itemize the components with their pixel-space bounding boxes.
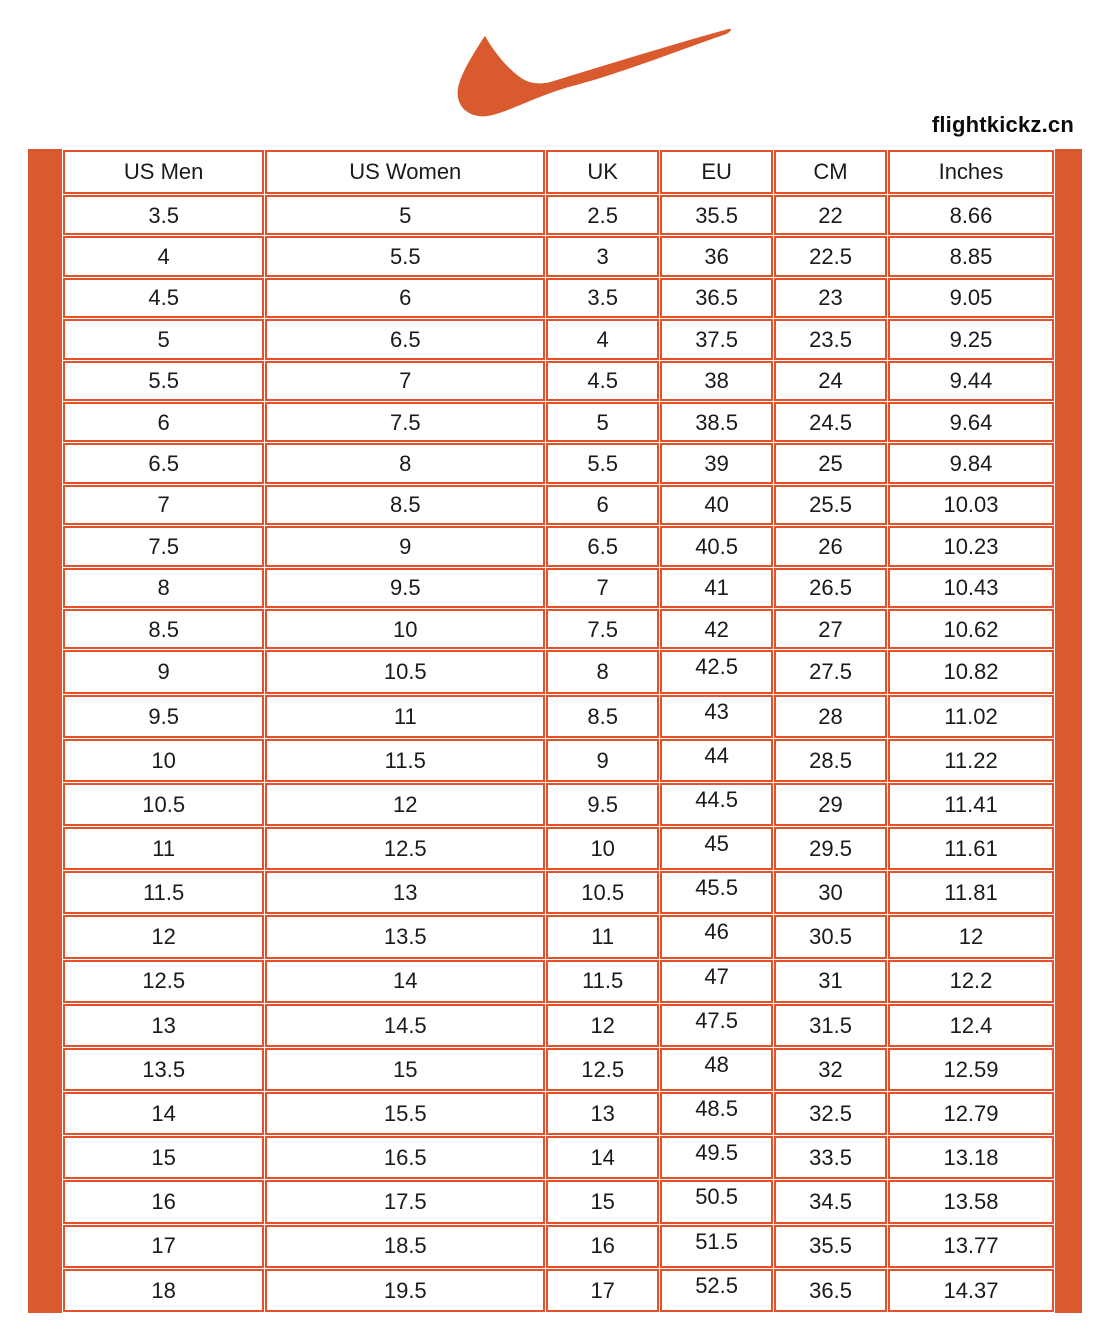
cell-inches: 13.77 — [888, 1225, 1054, 1268]
cell-cm: 29.5 — [774, 827, 887, 870]
cell-inches: 10.62 — [888, 609, 1054, 649]
cell-us-men: 18 — [63, 1269, 264, 1312]
cell-cm: 35.5 — [774, 1225, 887, 1268]
cell-us-men: 6.5 — [63, 443, 264, 483]
cell-eu: 44 — [660, 739, 773, 782]
cell-cm: 32 — [774, 1048, 887, 1091]
nike-swoosh-path — [458, 29, 731, 116]
cell-eu: 47 — [660, 960, 773, 1003]
cell-inches: 9.84 — [888, 443, 1054, 483]
column-header-us-women: US Women — [265, 150, 545, 194]
table-row — [63, 1180, 1054, 1223]
table-row — [63, 827, 1054, 870]
column-header-inches: Inches — [888, 150, 1054, 194]
cell-uk: 12 — [546, 1004, 659, 1047]
cell-eu: 42.5 — [660, 650, 773, 693]
cell-cm: 31 — [774, 960, 887, 1003]
cell-inches: 10.43 — [888, 568, 1054, 608]
cell-us-men: 17 — [63, 1225, 264, 1268]
cell-inches: 10.03 — [888, 485, 1054, 525]
cell-eu: 40 — [660, 485, 773, 525]
cell-us-women: 8 — [265, 443, 545, 483]
cell-eu: 43 — [660, 695, 773, 738]
cell-cm: 25 — [774, 443, 887, 483]
table-row — [63, 485, 1054, 525]
cell-us-women: 13.5 — [265, 915, 545, 958]
cell-us-men: 3.5 — [63, 195, 264, 235]
column-header-cm: CM — [774, 150, 887, 194]
cell-uk: 3 — [546, 236, 659, 276]
cell-us-men: 16 — [63, 1180, 264, 1223]
cell-uk: 4 — [546, 319, 659, 359]
table-row — [63, 278, 1054, 318]
cell-us-men: 12 — [63, 915, 264, 958]
cell-eu: 47.5 — [660, 1004, 773, 1047]
table-row — [63, 695, 1054, 738]
cell-us-women: 12 — [265, 783, 545, 826]
cell-inches: 12.4 — [888, 1004, 1054, 1047]
cell-us-women: 17.5 — [265, 1180, 545, 1223]
size-conversion-table — [62, 149, 1055, 1313]
column-header-eu: EU — [660, 150, 773, 194]
cell-uk: 8.5 — [546, 695, 659, 738]
cell-inches: 9.05 — [888, 278, 1054, 318]
cell-inches: 9.25 — [888, 319, 1054, 359]
cell-us-women: 7.5 — [265, 402, 545, 442]
cell-us-men: 8 — [63, 568, 264, 608]
cell-uk: 4.5 — [546, 361, 659, 401]
cell-us-men: 5 — [63, 319, 264, 359]
cell-us-men: 6 — [63, 402, 264, 442]
cell-uk: 12.5 — [546, 1048, 659, 1091]
column-header-us-men: US Men — [63, 150, 264, 194]
cell-eu: 44.5 — [660, 783, 773, 826]
cell-us-women: 9.5 — [265, 568, 545, 608]
table-header — [63, 150, 1054, 194]
cell-cm: 30.5 — [774, 915, 887, 958]
cell-us-women: 14 — [265, 960, 545, 1003]
cell-inches: 14.37 — [888, 1269, 1054, 1312]
cell-cm: 24.5 — [774, 402, 887, 442]
cell-uk: 3.5 — [546, 278, 659, 318]
table-row — [63, 568, 1054, 608]
cell-inches: 12 — [888, 915, 1054, 958]
cell-uk: 6.5 — [546, 526, 659, 566]
cell-uk: 10.5 — [546, 871, 659, 914]
cell-uk: 11 — [546, 915, 659, 958]
table-row — [63, 960, 1054, 1003]
table-row — [63, 319, 1054, 359]
column-header-uk: UK — [546, 150, 659, 194]
cell-uk: 14 — [546, 1136, 659, 1179]
size-chart — [28, 149, 1082, 1313]
cell-uk: 11.5 — [546, 960, 659, 1003]
cell-inches: 8.85 — [888, 236, 1054, 276]
cell-eu: 39 — [660, 443, 773, 483]
cell-us-men: 10.5 — [63, 783, 264, 826]
header-row — [63, 150, 1054, 194]
cell-eu: 40.5 — [660, 526, 773, 566]
table-row — [63, 236, 1054, 276]
cell-us-women: 5.5 — [265, 236, 545, 276]
table-row — [63, 739, 1054, 782]
cell-cm: 31.5 — [774, 1004, 887, 1047]
cell-us-men: 4 — [63, 236, 264, 276]
cell-cm: 36.5 — [774, 1269, 887, 1312]
cell-us-women: 13 — [265, 871, 545, 914]
table-row — [63, 1225, 1054, 1268]
cell-us-women: 15 — [265, 1048, 545, 1091]
cell-us-women: 16.5 — [265, 1136, 545, 1179]
cell-us-women: 19.5 — [265, 1269, 545, 1312]
cell-uk: 10 — [546, 827, 659, 870]
cell-eu: 42 — [660, 609, 773, 649]
cell-eu: 36.5 — [660, 278, 773, 318]
cell-us-men: 5.5 — [63, 361, 264, 401]
cell-inches: 9.64 — [888, 402, 1054, 442]
cell-us-women: 11 — [265, 695, 545, 738]
cell-us-women: 10 — [265, 609, 545, 649]
cell-eu: 45 — [660, 827, 773, 870]
cell-eu: 48.5 — [660, 1092, 773, 1135]
cell-uk: 2.5 — [546, 195, 659, 235]
cell-us-women: 10.5 — [265, 650, 545, 693]
table-row — [63, 1092, 1054, 1135]
cell-us-men: 7.5 — [63, 526, 264, 566]
cell-cm: 25.5 — [774, 485, 887, 525]
table-row — [63, 650, 1054, 693]
cell-uk: 9.5 — [546, 783, 659, 826]
cell-eu: 45.5 — [660, 871, 773, 914]
cell-inches: 9.44 — [888, 361, 1054, 401]
table-row — [63, 871, 1054, 914]
cell-cm: 23.5 — [774, 319, 887, 359]
cell-inches: 11.41 — [888, 783, 1054, 826]
right-accent-bar — [1055, 149, 1082, 1313]
table-row — [63, 1269, 1054, 1312]
cell-eu: 50.5 — [660, 1180, 773, 1223]
cell-us-women: 6 — [265, 278, 545, 318]
cell-us-men: 9 — [63, 650, 264, 693]
cell-uk: 7 — [546, 568, 659, 608]
cell-us-women: 9 — [265, 526, 545, 566]
cell-eu: 49.5 — [660, 1136, 773, 1179]
cell-eu: 51.5 — [660, 1225, 773, 1268]
cell-cm: 34.5 — [774, 1180, 887, 1223]
cell-inches: 11.22 — [888, 739, 1054, 782]
cell-uk: 5.5 — [546, 443, 659, 483]
cell-eu: 38.5 — [660, 402, 773, 442]
table-row — [63, 783, 1054, 826]
cell-cm: 24 — [774, 361, 887, 401]
cell-inches: 12.79 — [888, 1092, 1054, 1135]
cell-cm: 28 — [774, 695, 887, 738]
cell-inches: 13.18 — [888, 1136, 1054, 1179]
table-row — [63, 1048, 1054, 1091]
cell-cm: 27.5 — [774, 650, 887, 693]
cell-uk: 17 — [546, 1269, 659, 1312]
table-row — [63, 526, 1054, 566]
cell-us-women: 6.5 — [265, 319, 545, 359]
cell-cm: 30 — [774, 871, 887, 914]
cell-inches: 12.2 — [888, 960, 1054, 1003]
cell-us-men: 13.5 — [63, 1048, 264, 1091]
cell-inches: 12.59 — [888, 1048, 1054, 1091]
cell-cm: 22 — [774, 195, 887, 235]
cell-eu: 41 — [660, 568, 773, 608]
nike-swoosh-icon — [452, 27, 732, 121]
cell-uk: 5 — [546, 402, 659, 442]
table-row — [63, 443, 1054, 483]
table-row — [63, 195, 1054, 235]
cell-eu: 38 — [660, 361, 773, 401]
cell-us-men: 9.5 — [63, 695, 264, 738]
cell-eu: 46 — [660, 915, 773, 958]
cell-uk: 6 — [546, 485, 659, 525]
cell-us-women: 18.5 — [265, 1225, 545, 1268]
cell-us-men: 13 — [63, 1004, 264, 1047]
cell-inches: 10.82 — [888, 650, 1054, 693]
cell-us-men: 11 — [63, 827, 264, 870]
cell-us-women: 11.5 — [265, 739, 545, 782]
cell-us-men: 7 — [63, 485, 264, 525]
cell-cm: 22.5 — [774, 236, 887, 276]
cell-inches: 8.66 — [888, 195, 1054, 235]
cell-inches: 11.02 — [888, 695, 1054, 738]
cell-us-men: 15 — [63, 1136, 264, 1179]
cell-eu: 35.5 — [660, 195, 773, 235]
cell-uk: 8 — [546, 650, 659, 693]
cell-us-men: 12.5 — [63, 960, 264, 1003]
cell-us-women: 7 — [265, 361, 545, 401]
table-body — [63, 195, 1054, 1312]
cell-uk: 16 — [546, 1225, 659, 1268]
cell-inches: 10.23 — [888, 526, 1054, 566]
table-row — [63, 609, 1054, 649]
cell-eu: 37.5 — [660, 319, 773, 359]
table-row — [63, 361, 1054, 401]
cell-eu: 36 — [660, 236, 773, 276]
cell-us-women: 15.5 — [265, 1092, 545, 1135]
cell-cm: 29 — [774, 783, 887, 826]
cell-cm: 32.5 — [774, 1092, 887, 1135]
cell-eu: 52.5 — [660, 1269, 773, 1312]
cell-us-men: 14 — [63, 1092, 264, 1135]
cell-us-men: 10 — [63, 739, 264, 782]
cell-cm: 26.5 — [774, 568, 887, 608]
cell-cm: 27 — [774, 609, 887, 649]
cell-inches: 11.61 — [888, 827, 1054, 870]
table-row — [63, 1004, 1054, 1047]
cell-inches: 11.81 — [888, 871, 1054, 914]
cell-us-women: 12.5 — [265, 827, 545, 870]
watermark-text: flightkickz.cn — [931, 112, 1074, 137]
table-row — [63, 1136, 1054, 1179]
cell-us-women: 8.5 — [265, 485, 545, 525]
cell-cm: 33.5 — [774, 1136, 887, 1179]
cell-eu: 48 — [660, 1048, 773, 1091]
cell-us-men: 4.5 — [63, 278, 264, 318]
cell-inches: 13.58 — [888, 1180, 1054, 1223]
cell-cm: 23 — [774, 278, 887, 318]
cell-uk: 7.5 — [546, 609, 659, 649]
cell-us-men: 8.5 — [63, 609, 264, 649]
cell-uk: 15 — [546, 1180, 659, 1223]
left-accent-bar — [28, 149, 62, 1313]
cell-us-women: 14.5 — [265, 1004, 545, 1047]
table-row — [63, 402, 1054, 442]
cell-uk: 13 — [546, 1092, 659, 1135]
cell-uk: 9 — [546, 739, 659, 782]
cell-us-women: 5 — [265, 195, 545, 235]
table-row — [63, 915, 1054, 958]
cell-cm: 28.5 — [774, 739, 887, 782]
cell-cm: 26 — [774, 526, 887, 566]
cell-us-men: 11.5 — [63, 871, 264, 914]
